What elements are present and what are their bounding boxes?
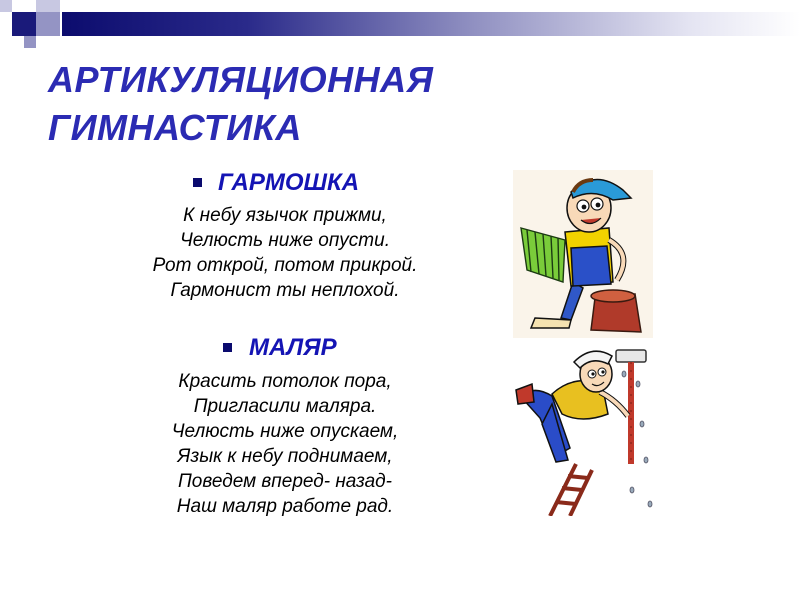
slide-title [48, 56, 433, 152]
slide-title-line-2: ГИМНАСТИКА [48, 107, 302, 148]
corner-square-4 [36, 12, 60, 36]
poem-line: Рот открой, потом прикрой. [152, 255, 418, 276]
section-heading: ГАРМОШКА [218, 169, 360, 196]
poem-line: Челюсть ниже опускаем, [171, 421, 399, 442]
poem-line: Красить потолок пора, [178, 371, 392, 392]
bullet-square-icon [223, 343, 232, 352]
poem-line: Язык к небу поднимаем, [177, 446, 393, 467]
poem-garmoshka [100, 203, 470, 303]
poem-line: Гармонист ты неплохой. [170, 280, 400, 301]
poem-line: Поведем вперед- назад- [178, 471, 392, 492]
corner-square-3 [36, 0, 60, 12]
corner-square-5 [24, 36, 36, 48]
corner-square-1 [0, 0, 12, 12]
section-heading: МАЛЯР [249, 334, 337, 361]
bullet-square-icon [193, 178, 202, 187]
painter-on-ladder-icon [512, 344, 660, 516]
header-gradient-bar [62, 12, 800, 36]
poem-line: К небу язычок прижми, [183, 205, 387, 226]
boy-with-accordion-icon [513, 170, 653, 338]
poem-malyar [100, 369, 470, 519]
corner-square-2 [12, 12, 36, 36]
slide-title-line-1: АРТИКУЛЯЦИОННАЯ [48, 59, 434, 100]
poem-line: Наш маляр работе рад. [176, 496, 394, 517]
poem-line: Челюсть ниже опусти. [180, 230, 390, 251]
poem-line: Пригласили маляра. [193, 396, 377, 417]
